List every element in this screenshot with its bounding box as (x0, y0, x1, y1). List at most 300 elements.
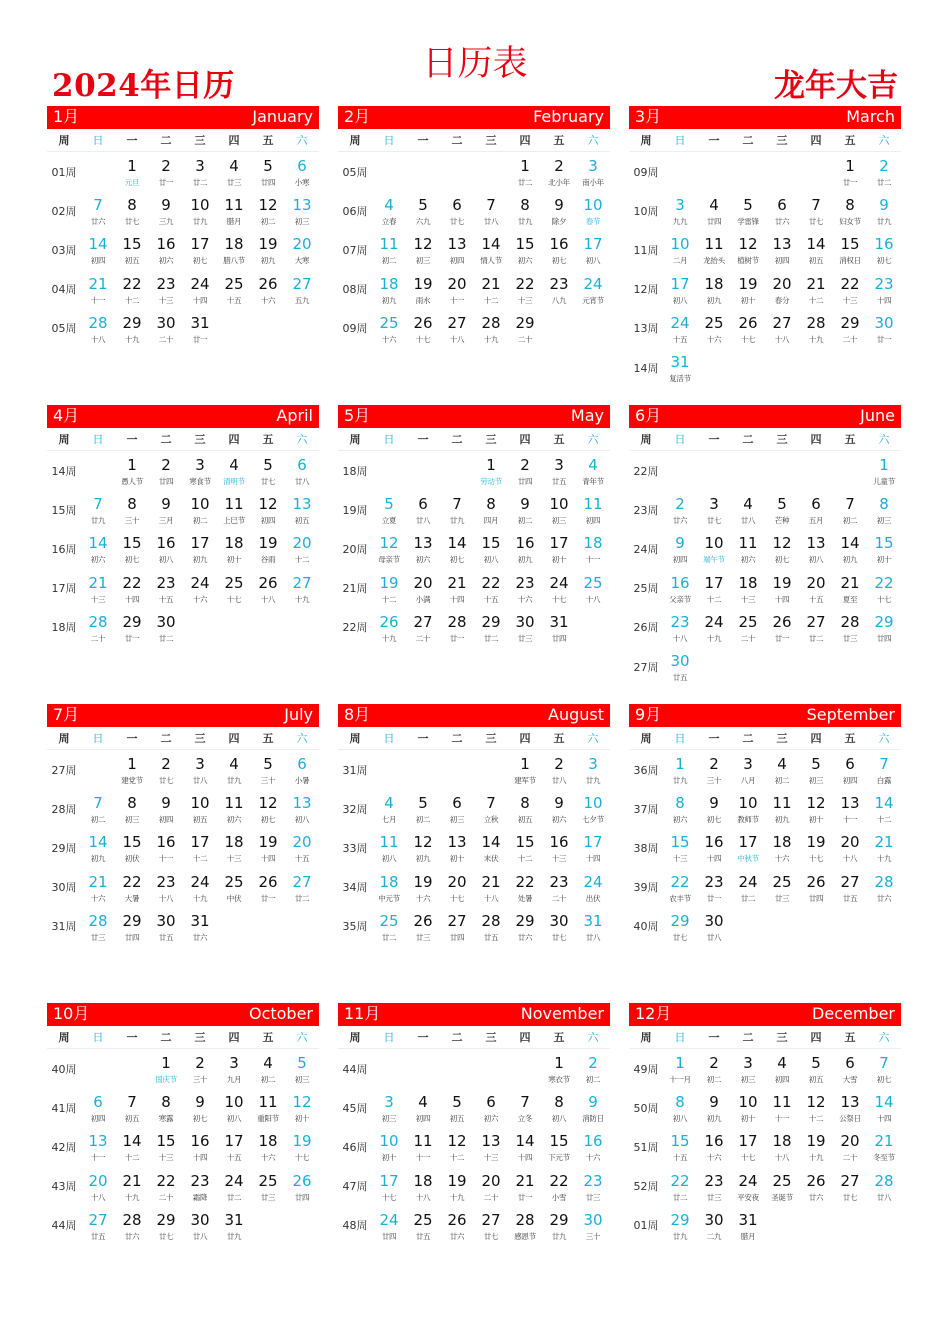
day-cell (285, 828, 319, 867)
lunar-label: 四月 (483, 516, 499, 526)
day-cell (576, 1127, 610, 1166)
lunar-label: 春节 (585, 217, 601, 227)
day-cell (867, 191, 901, 230)
week-row (338, 270, 610, 309)
day-cell (542, 490, 576, 529)
day-number: 3 (554, 456, 564, 474)
day-number: 11 (772, 794, 792, 813)
day-number: 19 (258, 534, 278, 553)
day-number: 21 (481, 274, 501, 293)
day-cell (663, 750, 697, 789)
day-cell (542, 191, 576, 230)
lunar-label: 父亲节 (669, 594, 691, 604)
empty-day-cell (440, 451, 474, 490)
lunar-label: 初九 (192, 555, 208, 565)
day-number: 19 (258, 833, 278, 852)
day-number: 17 (190, 833, 210, 852)
day-number: 15 (670, 1132, 690, 1151)
day-cell (149, 451, 183, 490)
day-cell (576, 907, 610, 946)
day-cell (765, 529, 799, 568)
day-cell (406, 309, 440, 348)
day-number: 6 (845, 755, 855, 773)
lunar-label: 初七 (876, 1075, 892, 1084)
day-number: 12 (292, 1093, 312, 1112)
lunar-label: 植树节 (737, 256, 759, 266)
weekday-header: 二 (742, 433, 754, 446)
empty-day-cell (765, 647, 799, 686)
day-number: 27 (806, 612, 826, 631)
month-block (47, 106, 319, 396)
lunar-label: 七夕节 (582, 815, 604, 825)
week-row (338, 152, 610, 191)
weekday-header: 一 (126, 1031, 138, 1044)
day-number: 1 (127, 456, 137, 474)
day-number: 6 (486, 1093, 496, 1112)
lunar-label: 十九 (483, 334, 499, 344)
day-number: 21 (447, 573, 467, 592)
empty-day-cell (799, 451, 833, 490)
day-cell (183, 529, 217, 568)
weekday-header-row (629, 1026, 901, 1049)
day-cell (183, 828, 217, 867)
lunar-label: 十九 (706, 633, 722, 643)
lunar-label: 初三 (876, 516, 892, 526)
day-cell (183, 490, 217, 529)
day-cell (508, 191, 542, 230)
empty-day-cell (663, 451, 697, 490)
month-block (47, 704, 319, 994)
day-cell (697, 907, 731, 946)
lunar-label: 廿六 (449, 1231, 465, 1241)
day-number: 22 (549, 1171, 569, 1190)
day-cell (183, 750, 217, 789)
week-number: 51周 (633, 1140, 659, 1154)
empty-day-cell (765, 348, 799, 387)
day-cell (542, 1167, 576, 1206)
day-cell (799, 868, 833, 907)
day-cell (81, 191, 115, 230)
empty-day-cell (474, 1049, 508, 1088)
day-cell (440, 529, 474, 568)
day-number: 16 (190, 1132, 210, 1151)
lunar-label: 学雷锋 (737, 217, 759, 227)
lunar-label: 廿五 (551, 477, 567, 486)
day-cell (663, 907, 697, 946)
weekday-header: 五 (262, 134, 274, 147)
week-number: 04周 (51, 283, 77, 297)
day-number: 25 (379, 911, 399, 930)
lunar-label: 十八 (483, 893, 499, 903)
week-number: 13周 (633, 322, 659, 336)
day-cell (867, 490, 901, 529)
lunar-label: 二十 (842, 1153, 858, 1163)
weekday-header: 三 (485, 134, 497, 147)
day-number: 19 (772, 573, 792, 592)
weekday-header: 二 (451, 433, 463, 446)
day-number: 7 (93, 794, 103, 813)
week-number: 15周 (51, 503, 77, 517)
day-cell (406, 529, 440, 568)
week-row (47, 451, 319, 490)
day-cell (149, 490, 183, 529)
month-name-en: October (248, 1004, 313, 1023)
day-number: 26 (447, 1210, 467, 1229)
lunar-label: 廿九 (192, 217, 208, 227)
day-cell (697, 868, 731, 907)
day-cell (542, 152, 576, 191)
day-cell (697, 750, 731, 789)
lunar-label: 十七 (415, 334, 431, 344)
day-cell (508, 270, 542, 309)
weekday-header: 日 (92, 134, 104, 147)
day-cell (440, 1167, 474, 1206)
day-cell (115, 569, 149, 608)
day-cell (474, 868, 508, 907)
day-cell (542, 868, 576, 907)
day-cell (440, 868, 474, 907)
day-cell (765, 1049, 799, 1088)
empty-day-cell (731, 451, 765, 490)
day-number: 9 (161, 196, 171, 215)
week-row (629, 1088, 901, 1127)
weekday-header: 六 (878, 1031, 890, 1044)
lunar-label: 中秋节 (737, 854, 759, 864)
day-cell (474, 490, 508, 529)
week-number: 16周 (51, 542, 77, 556)
day-cell (149, 270, 183, 309)
day-number: 4 (588, 456, 598, 474)
week-number: 42周 (51, 1140, 77, 1154)
lunar-label: 上巳节 (223, 516, 245, 526)
week-number: 27周 (633, 660, 659, 674)
lunar-label: 十八 (774, 1153, 790, 1163)
empty-day-cell (867, 647, 901, 686)
week-row (47, 1206, 319, 1245)
day-number: 26 (772, 612, 792, 631)
day-cell (285, 1167, 319, 1206)
day-number: 26 (292, 1171, 312, 1190)
empty-day-cell (833, 1206, 867, 1245)
lunar-label: 初二 (774, 776, 790, 785)
lunar-label: 初九 (706, 295, 722, 305)
day-cell (115, 309, 149, 348)
month-name-en: September (806, 705, 895, 724)
lunar-label: 初五 (294, 516, 310, 526)
weekday-header: 三 (776, 1031, 788, 1044)
lunar-label: 十七 (740, 334, 756, 344)
day-number: 9 (195, 1093, 205, 1112)
day-cell (731, 191, 765, 230)
day-number: 21 (481, 872, 501, 891)
week-number: 19周 (342, 503, 368, 517)
lunar-label: 初九 (415, 854, 431, 864)
day-number: 12 (258, 196, 278, 215)
lunar-label: 出伏 (585, 893, 601, 903)
day-number: 22 (122, 274, 142, 293)
weekday-header: 一 (708, 134, 720, 147)
day-number: 18 (224, 534, 244, 553)
day-cell (833, 608, 867, 647)
day-cell (576, 152, 610, 191)
week-number: 48周 (342, 1219, 368, 1233)
lunar-label: 廿六 (124, 1231, 140, 1241)
lunar-label: 十一 (90, 1153, 106, 1163)
week-row (629, 230, 901, 269)
day-number: 29 (122, 313, 142, 332)
day-cell (765, 1127, 799, 1166)
week-row (629, 152, 901, 191)
empty-day-cell (697, 647, 731, 686)
day-number: 5 (263, 157, 273, 175)
week-number: 11周 (633, 243, 659, 257)
day-number: 31 (190, 313, 210, 332)
lunar-label: 春分 (774, 295, 790, 305)
day-number: 2 (554, 157, 564, 175)
day-cell (440, 270, 474, 309)
day-cell (765, 750, 799, 789)
day-number: 19 (413, 872, 433, 891)
week-row (629, 490, 901, 529)
day-cell (867, 529, 901, 568)
week-number: 44周 (342, 1062, 368, 1076)
lunar-label: 廿二 (808, 633, 824, 643)
day-cell (508, 529, 542, 568)
lunar-label: 廿七 (551, 932, 567, 942)
empty-day-cell (765, 907, 799, 946)
week-row (47, 1127, 319, 1166)
day-cell (663, 1167, 697, 1206)
weekday-header-row (629, 129, 901, 152)
weekday-header: 五 (553, 732, 565, 745)
day-cell (663, 789, 697, 828)
day-cell (508, 309, 542, 348)
day-number: 8 (554, 1093, 564, 1112)
week-number: 10周 (633, 204, 659, 218)
day-number: 17 (704, 573, 724, 592)
day-number: 17 (190, 235, 210, 254)
week-number: 20周 (342, 542, 368, 556)
day-cell (474, 529, 508, 568)
lunar-label: 初七 (124, 555, 140, 565)
lunar-label: 初四 (672, 555, 688, 565)
month-header (47, 106, 319, 129)
lunar-label: 五月 (808, 516, 824, 526)
day-cell (149, 191, 183, 230)
week-column-header: 周 (349, 1031, 361, 1044)
day-cell (799, 490, 833, 529)
lunar-label: 十六 (260, 1153, 276, 1163)
day-number: 17 (583, 235, 603, 254)
day-cell (285, 1088, 319, 1127)
week-number: 43周 (51, 1180, 77, 1194)
day-cell (731, 608, 765, 647)
day-number: 4 (229, 157, 239, 175)
lunar-label: 廿四 (517, 477, 533, 486)
day-number: 12 (258, 794, 278, 813)
empty-day-cell (251, 1206, 285, 1245)
week-number: 05周 (51, 322, 77, 336)
lunar-label: 初三 (294, 1075, 310, 1084)
week-number: 08周 (342, 283, 368, 297)
day-cell (372, 309, 406, 348)
weekday-header: 日 (383, 732, 395, 745)
week-column-header: 周 (58, 732, 70, 745)
lunar-label: 廿八 (192, 776, 208, 785)
weekday-header: 一 (708, 433, 720, 446)
day-cell (576, 451, 610, 490)
day-number: 10 (583, 794, 603, 813)
lunar-label: 十九 (381, 633, 397, 643)
empty-day-cell (285, 608, 319, 647)
lunar-label: 初八 (294, 815, 310, 825)
lunar-label: 廿三 (774, 893, 790, 903)
lunar-label: 腊月 (740, 1231, 756, 1241)
lunar-label: 廿一 (260, 893, 276, 903)
day-cell (576, 490, 610, 529)
lunar-label: 劳动节 (480, 477, 502, 486)
day-cell (576, 1088, 610, 1127)
weekday-header: 日 (92, 433, 104, 446)
day-number: 30 (874, 313, 894, 332)
lunar-label: 十一 (449, 295, 465, 305)
empty-day-cell (731, 348, 765, 387)
day-number: 8 (486, 495, 496, 514)
week-number: 07周 (342, 243, 368, 257)
day-cell (217, 191, 251, 230)
lunar-label: 十三 (483, 1153, 499, 1163)
day-number: 2 (879, 157, 889, 175)
weekday-header: 六 (296, 134, 308, 147)
day-cell (576, 828, 610, 867)
lunar-label: 廿四 (876, 633, 892, 643)
empty-day-cell (799, 348, 833, 387)
day-cell (372, 1206, 406, 1245)
lunar-label: 初四 (842, 776, 858, 785)
day-number: 12 (806, 1093, 826, 1112)
lunar-label: 十八 (842, 854, 858, 864)
day-cell (833, 569, 867, 608)
day-cell (183, 1167, 217, 1206)
day-number: 20 (806, 573, 826, 592)
day-cell (217, 270, 251, 309)
lunar-label: 十八 (449, 334, 465, 344)
day-number: 28 (806, 313, 826, 332)
day-number: 25 (258, 1171, 278, 1190)
weekday-header: 二 (160, 134, 172, 147)
lunar-label: 初四 (585, 516, 601, 526)
day-number: 22 (840, 274, 860, 293)
lunar-label: 十四 (585, 854, 601, 864)
lunar-label: 十九 (808, 334, 824, 344)
day-number: 19 (379, 573, 399, 592)
day-cell (474, 789, 508, 828)
weekday-header: 五 (262, 732, 274, 745)
month-header (338, 106, 610, 129)
lunar-label: 初六 (415, 555, 431, 565)
day-cell (799, 750, 833, 789)
day-cell (799, 1167, 833, 1206)
day-number: 18 (258, 1132, 278, 1151)
day-cell (115, 868, 149, 907)
week-row (629, 529, 901, 568)
empty-day-cell (765, 1206, 799, 1245)
day-number: 23 (156, 872, 176, 891)
day-number: 27 (292, 872, 312, 891)
day-cell (406, 490, 440, 529)
day-number: 15 (515, 833, 535, 852)
lunar-label: 十三 (90, 594, 106, 604)
day-cell (663, 1049, 697, 1088)
day-number: 19 (447, 1171, 467, 1190)
lunar-label: 初八 (808, 555, 824, 565)
day-cell (542, 1049, 576, 1088)
lunar-label: 北小年 (548, 178, 570, 187)
empty-day-cell (81, 750, 115, 789)
lunar-label: 初八 (672, 295, 688, 305)
weekday-header: 一 (126, 433, 138, 446)
day-number: 16 (156, 534, 176, 553)
week-number: 26周 (633, 621, 659, 635)
day-number: 7 (879, 755, 889, 773)
lunar-label: 廿八 (294, 477, 310, 486)
week-number: 46周 (342, 1140, 368, 1154)
day-number: 23 (670, 612, 690, 631)
week-number: 45周 (342, 1101, 368, 1115)
lunar-label: 十五 (294, 854, 310, 864)
week-number: 38周 (633, 841, 659, 855)
day-number: 4 (743, 495, 753, 514)
lunar-label: 青年节 (582, 477, 604, 486)
day-cell (217, 1088, 251, 1127)
day-cell (149, 789, 183, 828)
day-number: 6 (777, 196, 787, 215)
lunar-label: 十三 (226, 854, 242, 864)
lunar-label: 廿八 (551, 776, 567, 785)
day-number: 17 (190, 534, 210, 553)
weekday-header: 六 (587, 732, 599, 745)
day-number: 29 (670, 1210, 690, 1229)
day-number: 5 (743, 196, 753, 215)
day-cell (440, 1127, 474, 1166)
day-number: 12 (413, 235, 433, 254)
week-row (47, 309, 319, 348)
day-cell (217, 828, 251, 867)
day-number: 25 (772, 1171, 792, 1190)
week-row (47, 490, 319, 529)
day-number: 1 (554, 1054, 564, 1072)
day-cell (285, 451, 319, 490)
weekday-header-row (338, 129, 610, 152)
month-name-cn: 1月 (53, 107, 80, 126)
weekday-header: 二 (451, 1031, 463, 1044)
lunar-label: 初五 (808, 1075, 824, 1084)
day-cell (149, 1127, 183, 1166)
lunar-label: 三十 (706, 776, 722, 785)
day-number: 12 (447, 1132, 467, 1151)
week-row (629, 647, 901, 686)
lunar-label: 十二 (381, 594, 397, 604)
lunar-label: 元旦 (124, 178, 140, 187)
day-number: 20 (447, 274, 467, 293)
day-cell (81, 1167, 115, 1206)
lunar-label: 寒露 (158, 1114, 174, 1124)
lunar-label: 十八 (260, 594, 276, 604)
day-number: 14 (874, 1093, 894, 1112)
lunar-label: 白露 (876, 776, 892, 785)
lunar-label: 腊八节 (223, 256, 245, 266)
week-number: 30周 (51, 881, 77, 895)
